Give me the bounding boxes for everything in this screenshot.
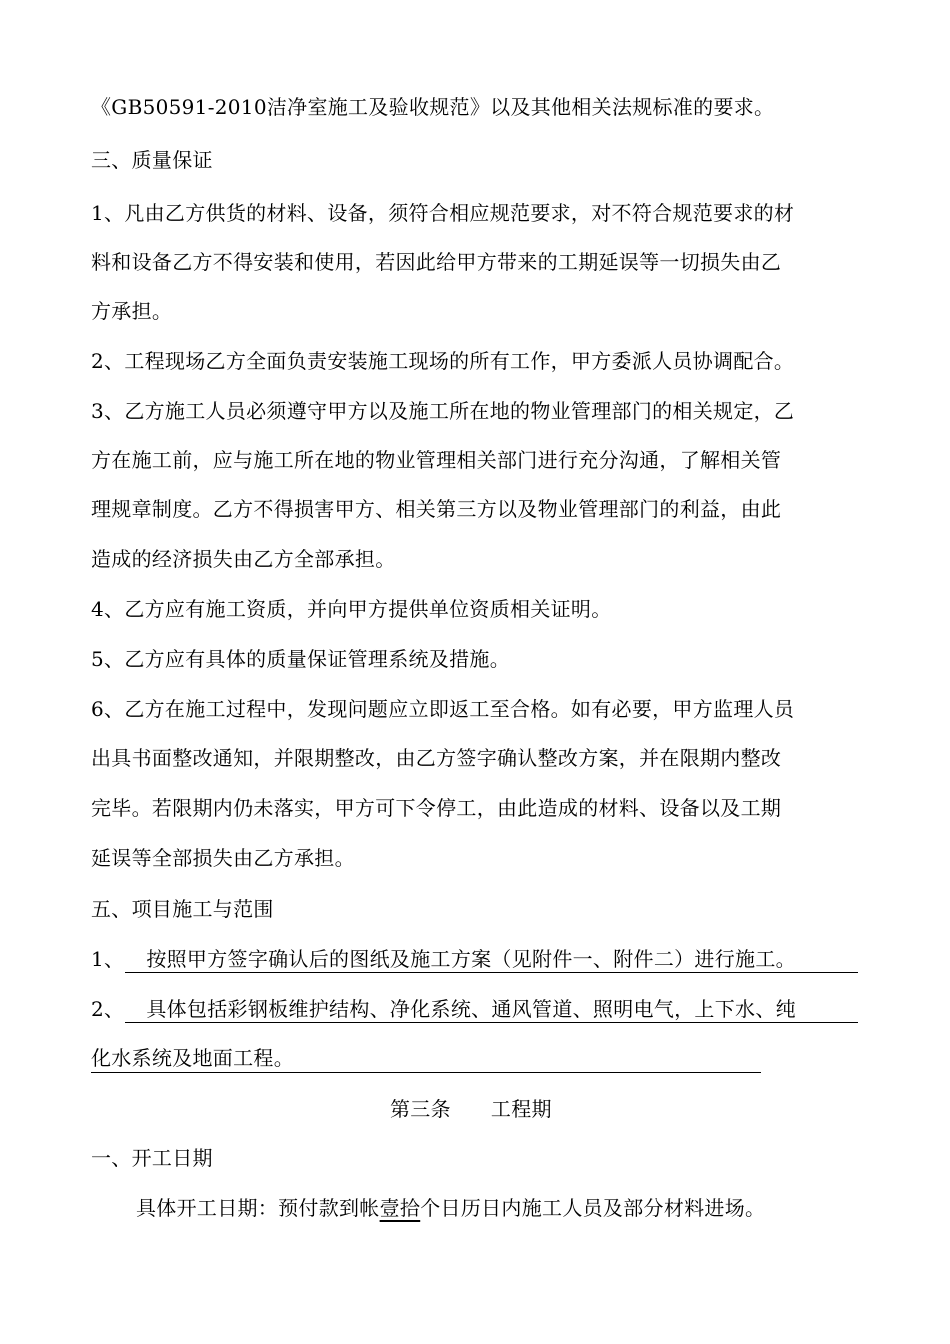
paragraph-line: 造成的经济损失由乙方全部承担。 — [91, 547, 396, 571]
paragraph-line: 完毕。若限期内仍未落实，甲方可下令停工，由此造成的材料、设备以及工期 — [91, 796, 782, 820]
paragraph-line: 延误等全部损失由乙方承担。 — [91, 846, 355, 870]
paragraph-line: 料和设备乙方不得安装和使用，若因此给甲方带来的工期延误等一切损失由乙 — [91, 250, 782, 274]
paragraph-line: 4、乙方应有施工资质，并向甲方提供单位资质相关证明。 — [91, 597, 612, 621]
paragraph-line: 1、凡由乙方供货的材料、设备，须符合相应规范要求，对不符合规范要求的材 — [91, 201, 795, 225]
article-title: 工程期 — [490, 1097, 552, 1121]
scope-item-text: 按照甲方签字确认后的图纸及施工方案（见附件一、附件二）进行施工。 — [146, 947, 796, 971]
section-heading-scope: 五、项目施工与范围 — [91, 897, 274, 921]
paragraph-line: 6、乙方在施工过程中，发现问题应立即返工至合格。如有必要，甲方监理人员 — [91, 697, 795, 721]
paragraph-line: 3、乙方施工人员必须遵守甲方以及施工所在地的物业管理部门的相关规定，乙 — [91, 399, 795, 423]
days-value: 壹拾 — [379, 1196, 421, 1220]
scope-item-2 — [91, 997, 796, 1021]
paragraph-line: 出具书面整改通知，并限期整改，由乙方签字确认整改方案，并在限期内整改 — [91, 746, 782, 770]
underline-rule — [125, 1022, 858, 1023]
scope-item-1 — [91, 947, 796, 971]
paragraph-line: 5、乙方应有具体的质量保证管理系统及措施。 — [91, 647, 511, 671]
scope-item-number: 1、 — [91, 947, 125, 971]
scope-item-number: 2、 — [91, 997, 125, 1021]
article-number: 第三条 — [390, 1097, 451, 1121]
underline-rule — [125, 972, 858, 973]
paragraph-line: 方在施工前，应与施工所在地的物业管理相关部门进行充分沟通，了解相关管 — [91, 448, 782, 472]
underline-rule — [91, 1072, 761, 1073]
start-date-prefix: 具体开工日期：预付款到帐 — [136, 1196, 380, 1220]
article-heading — [390, 1097, 552, 1121]
paragraph-line: 理规章制度。乙方不得损害甲方、相关第三方以及物业管理部门的利益，由此 — [91, 497, 782, 521]
paragraph-line: 化水系统及地面工程。 — [91, 1046, 294, 1070]
paragraph-line: 2、工程现场乙方全面负责安装施工现场的所有工作，甲方委派人员协调配合。 — [91, 349, 795, 373]
start-date-line — [136, 1196, 765, 1220]
scope-item-text: 具体包括彩钢板维护结构、净化系统、通风管道、照明电气，上下水、纯 — [146, 997, 796, 1021]
section-heading-quality: 三、质量保证 — [91, 148, 213, 172]
start-date-suffix: 个日历日内施工人员及部分材料进场。 — [420, 1196, 766, 1220]
paragraph-line: 《GB50591-2010洁净室施工及验收规范》以及其他相关法规标准的要求。 — [91, 95, 775, 119]
section-heading-start-date: 一、开工日期 — [91, 1146, 213, 1170]
paragraph-line: 方承担。 — [91, 299, 173, 323]
